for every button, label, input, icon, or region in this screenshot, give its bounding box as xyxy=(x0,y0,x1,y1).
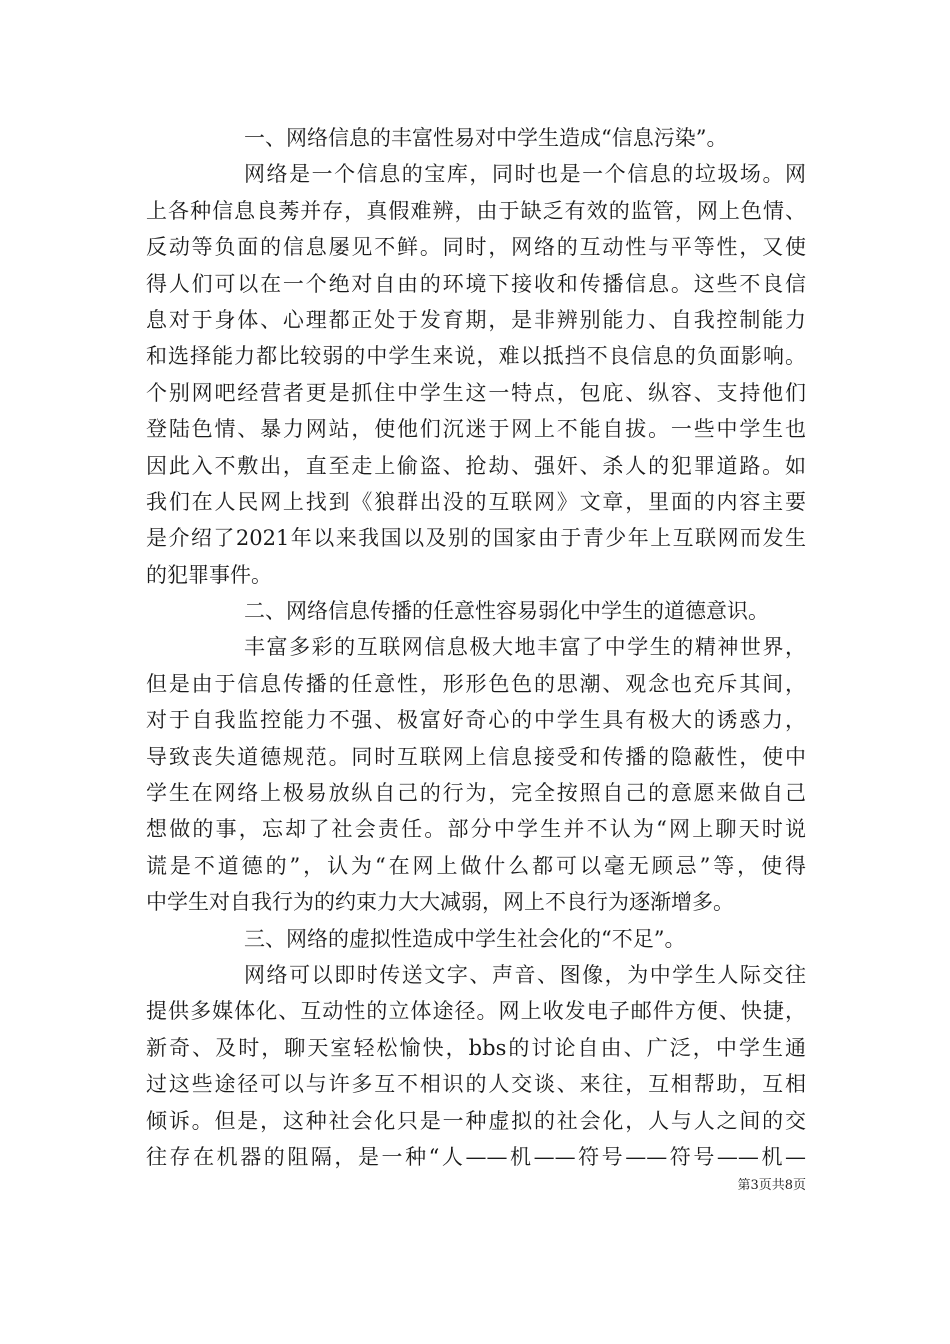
text-line: 和选择能力都比较弱的中学生来说，难以抵挡不良信息的负面影响。 xyxy=(146,344,806,369)
text-line: 上各种信息良莠并存，真假难辨，由于缺乏有效的监管，网上色情、 xyxy=(146,198,806,223)
text-line: 往存在机器的阻隔，是一种“人——机——符号——符号——机— xyxy=(146,1144,806,1169)
text-line: 三、网络的虚拟性造成中学生社会化的“不足”。 xyxy=(244,926,686,951)
text-line: 想做的事，忘却了社会责任。部分中学生并不认为“网上聊天时说 xyxy=(146,817,806,842)
text-line: 学生在网络上极易放纵自己的行为，完全按照自己的意愿来做自己 xyxy=(146,781,806,806)
text-line: 提供多媒体化、互动性的立体途径。网上收发电子邮件方便、快捷， xyxy=(146,999,806,1024)
text-line: 新奇、及时，聊天室轻松愉快，bbs的讨论自由、广泛，中学生通 xyxy=(146,1035,806,1060)
text-line: 因此入不敷出，直至走上偷盗、抢劫、强奸、杀人的犯罪道路。如 xyxy=(146,453,806,478)
text-line: 的犯罪事件。 xyxy=(146,562,272,587)
text-line: 导致丧失道德规范。同时互联网上信息接受和传播的隐蔽性，使中 xyxy=(146,744,806,769)
text-line: 我们在人民网上找到《狼群出没的互联网》文章，里面的内容主要 xyxy=(146,489,806,514)
body-text xyxy=(146,120,806,1175)
text-line: 但是由于信息传播的任意性，形形色色的思潮、观念也充斥其间， xyxy=(146,671,806,696)
text-line: 倾诉。但是，这种社会化只是一种虚拟的社会化，人与人之间的交 xyxy=(146,1108,806,1133)
text-line: 得人们可以在一个绝对自由的环境下接收和传播信息。这些不良信 xyxy=(146,271,806,296)
page-number: 第3页共8页 xyxy=(737,1178,806,1193)
text-line: 丰富多彩的互联网信息极大地丰富了中学生的精神世界， xyxy=(244,635,806,660)
text-line: 中学生对自我行为的约束力大大减弱，网上不良行为逐渐增多。 xyxy=(146,890,734,915)
text-line: 二、网络信息传播的任意性容易弱化中学生的道德意识。 xyxy=(244,599,769,624)
text-line: 一、网络信息的丰富性易对中学生造成“信息污染”。 xyxy=(244,126,728,150)
text-line: 是介绍了2021年以来我国以及别的国家由于青少年上互联网而发生 xyxy=(146,526,806,551)
text-line: 过这些途径可以与许多互不相识的人交谈、来往，互相帮助，互相 xyxy=(146,1072,806,1097)
text-line: 网络可以即时传送文字、声音、图像，为中学生人际交往 xyxy=(244,962,806,987)
text-line: 谎是不道德的”，认为“在网上做什么都可以毫无顾忌”等，使得 xyxy=(146,853,806,878)
text-line: 反动等负面的信息屡见不鲜。同时，网络的互动性与平等性，又使 xyxy=(146,235,806,260)
text-line: 登陆色情、暴力网站，使他们沉迷于网上不能自拔。一些中学生也 xyxy=(146,417,806,442)
text-line: 对于自我监控能力不强、极富好奇心的中学生具有极大的诱惑力， xyxy=(146,708,806,733)
text-line: 息对于身体、心理都正处于发育期，是非辨别能力、自我控制能力 xyxy=(146,307,806,332)
text-line: 个别网吧经营者更是抓住中学生这一特点，包庇、纵容、支持他们 xyxy=(146,380,806,405)
text-line: 网络是一个信息的宝库，同时也是一个信息的垃圾场。网 xyxy=(244,162,806,187)
